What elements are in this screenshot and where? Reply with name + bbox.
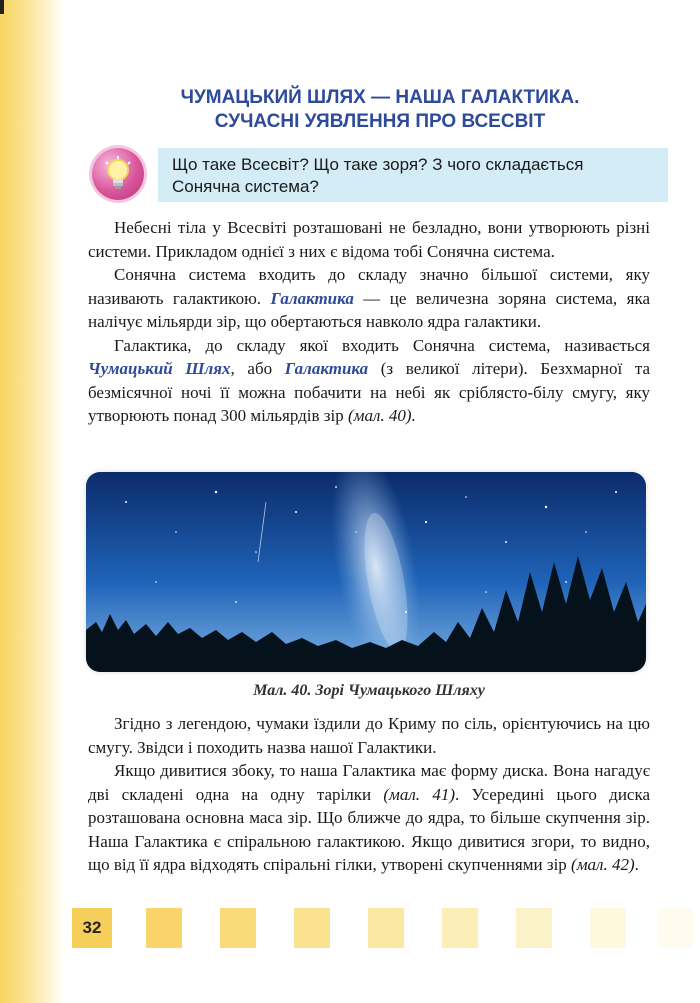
side-strip <box>0 0 64 1003</box>
paragraph-2 <box>88 263 650 334</box>
page-number: 32 <box>72 908 112 948</box>
figure-ref-42: (мал. 42) <box>571 855 635 874</box>
paragraph-1: Небесні тіла у Всесвіті розташовані не безладно, вони утворюють різні системи. Прикладом однієї з них є відома тобі Сонячна система. <box>88 218 650 261</box>
footer-square <box>294 908 330 948</box>
paragraph-5 <box>88 759 650 877</box>
paragraph-5-start: Якщо дивитися збоку, то наша Галактика має форму диска. Вона нагадує дві складені одна на одну тарілки <box>88 761 650 804</box>
term-galaxy-capital: Галактика <box>284 359 369 378</box>
body-text-bottom <box>88 712 650 877</box>
footer-square <box>516 908 552 948</box>
footer-square <box>658 908 694 948</box>
footer <box>0 908 700 952</box>
footer-square <box>590 908 626 948</box>
footer-square <box>368 908 404 948</box>
paragraph-4: Згідно з легендою, чумаки їздили до Криму по сіль, орієнтуючись на цю смугу. Звідси і походить назва нашої Галактики. <box>88 714 650 757</box>
corner-mark <box>0 0 4 14</box>
paragraph-5-end: . <box>634 855 639 874</box>
paragraph-2-start: Сонячна система входить до складу значно більшої системи, яку називають галактикою. <box>88 265 650 308</box>
paragraph-3 <box>88 334 650 428</box>
figure-ref-40: (мал. 40). <box>348 406 416 425</box>
title-line-1: ЧУМАЦЬКИЙ ШЛЯХ — НАША ГАЛАКТИКА. <box>180 87 580 108</box>
lightbulb-icon <box>92 148 144 200</box>
figure-ref-41: (мал. 41) <box>383 784 455 804</box>
footer-square <box>442 908 478 948</box>
title-line-2: СУЧАСНІ УЯВЛЕННЯ ПРО ВСЕСВІТ <box>214 111 546 132</box>
paragraph-3-mid: , або <box>230 359 285 378</box>
term-galaxy: Галактика <box>270 288 354 308</box>
body-text-top <box>88 216 650 428</box>
paragraph-3-start: Галактика, до складу якої входить Сонячна система, називається <box>114 335 650 355</box>
question-text: Що таке Всесвіт? Що таке зоря? З чого складається Сонячна система? <box>172 155 584 196</box>
figure-caption: Мал. 40. Зорі Чумацького Шляху <box>253 682 485 699</box>
paragraph-3-end: (з великої літери). Безхмарної та безмісячної ночі її можна побачити на небі як сріблясто-білу смугу, яку утворюють понад 300 мільярдів зір <box>88 359 651 425</box>
page-title <box>120 86 640 134</box>
milky-way-photo <box>86 472 646 672</box>
question-box <box>158 148 668 202</box>
paragraph-2-end: — це величезна зоряна система, яка налічує мільярди зір, що обертаються навколо ядра галактики. <box>88 288 651 331</box>
paragraph-5-mid: . Усередині цього диска розташована основна маса зір. Що ближче до ядра, то більше скупчення зір. Наша Галактика є спіральною галактикою. Якщо дивитися згори, то видно, що від її ядра відходять спіральні гілки, утворені скупченнями зір <box>88 784 651 874</box>
term-milky-way: Чумацький Шлях <box>88 359 231 378</box>
footer-square <box>220 908 256 948</box>
footer-square <box>146 908 182 948</box>
